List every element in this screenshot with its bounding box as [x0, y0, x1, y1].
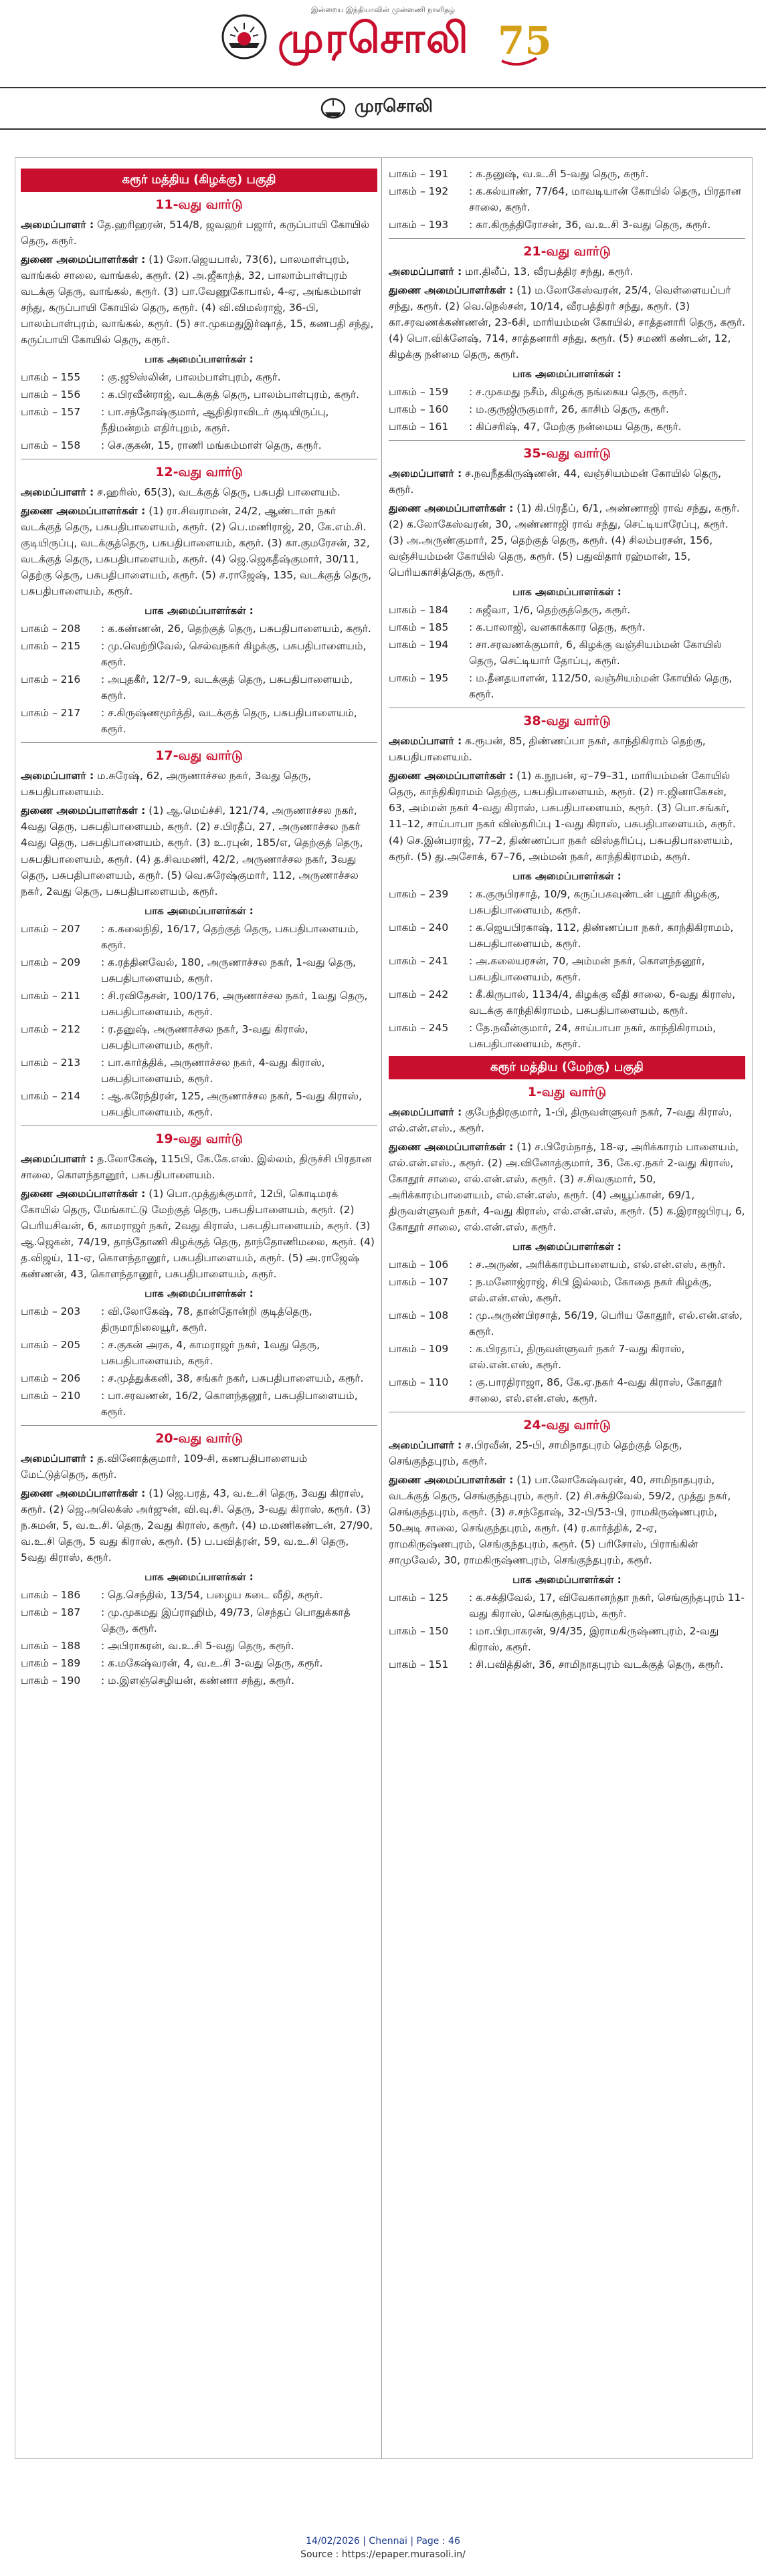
organizer: அமைப்பாளர் : க.ரூபன், 85, திண்ணப்பா நகர், காந்திகிராம் தெற்கு, பசுபதிபாளையம். [389, 735, 706, 764]
ward-title: 1-வது வார்டு [527, 1084, 607, 1099]
booth-row: பாகம் – 210 : பா.சரவணன், 16/2, கொளந்தனூர், பசுபதிபாளையம், கரூர். [21, 1389, 358, 1418]
booth-organizers-heading: பாக அமைப்பாளர்கள் : [512, 869, 621, 882]
booth-row: பாகம் – 107 : ந.மனோஜ்ராஜ், சிபி இல்லம், கோதை நகர் கிழக்கு, எல்.என்.எஸ், கரூர். [389, 1275, 712, 1304]
booth-row: பாகம் – 213 : பா.கார்த்திக், அருணாச்சல நகர், 4-வது கிராஸ், பசுபதிபாளையம், கரூர். [21, 1056, 325, 1085]
booth-row: பாகம் – 205 : ச.குகன் அரசு, 4, காமராஜர் நகர், 1வது தெரு, பசுபதிபாளையம், கரூர். [21, 1338, 320, 1367]
anniversary-75-badge [495, 10, 552, 70]
deputy-organizers: துணை அமைப்பாளர்கள் : (1) பா.லோகேஷ்வரன், 40, சாமிநாதபுரம், வடக்குத் தெரு, செங்குந்தபுரம், கரூர். (2) சி.சக்திவேல், 59/2, முத்து நகர், செங்குந்தபுரம், கரூர். (3) ச.சந்தோஷ், 32-பி/53-பி, ராமகிருஷ்ணபுரம், 50அடி சாலை, செங்குந்தபுரம், கரூர். (4) ர.கார்த்திக், 2-ஏ, ராமகிருஷ்ணபுரம், செங்குந்தபுரம், கரூர். (5) பரிசோஸ், பிராங்கின் சாமுவேல், 30, ராமகிருஷ்ணபுரம், செங்குந்தபுரம், கரூர். [389, 1473, 731, 1567]
deputy-text: (1) பொ.முத்துக்குமார், 12பி, கொடிமரக் கோயில் தெரு, மேங்காட்டு மேற்குத் தெரு, பசுபதிபாளையம், கரூர். (2) பெரியசிவன், 6, காமராஜர் நகர், 2வது கிராஸ், பசுபதிபாளையம், கரூர். (3) ஆ.ஜெகன், 74/19, தாந்தோணி கிழக்குத் தெரு, தாந்தோணிமலை, கரூர். (4) த.விஜய், 11-ஏ, கொளந்தானூர், பசுபதிபாளையம், கரூர். (5) அ.ராஜேஷ் கண்ணன், 43, கொளந்தானூர், பசுபதிபாளையம், கரூர். [21, 1187, 375, 1280]
organizer-text: தே.ஹரிஹரன், 514/8, ஜவஹர் பஜார், கருப்பாயி கோயில் தெரு, கரூர். [21, 219, 370, 247]
booth-row: பாகம் – 195 : ம.தீனதயாளன், 112/50, வஞ்சியம்மன் கோயில் தெரு, கரூர். [389, 672, 733, 701]
organizer [21, 217, 377, 249]
booth-row: பாகம் – 191 : க.தனுஷ், வ.உ.சி 5-வது தெரு, கரூர். [389, 168, 649, 180]
deputy-text: (1) ச.பிரேம்நாத், 18-ஏ, அரிக்காரம் பாளையம், எல்.என்.எஸ்., கரூர். (2) அ.வினோத்குமார், 36, கே.ஏ.நகர் 2-வது கிராஸ், கோதூர் சாலை, எல்.என்.எஸ், கரூர். (3) ச.சிவகுமார், 50, அரிக்காரம்பாளையம், எல்.என்.எஸ், கரூர். (4) அயூப்கான், 69/1, திருவள்ளுவர் நகர், 4-வது கிராஸ், எல்.என்.எஸ், கரூர். (5) க.இராஜபிரபு, 6, கோதூர் சாலை, எல்.என்.எஸ், கரூர். [389, 1140, 745, 1233]
footer-date-line: 14/02/2026 | Chennai | Page : 46 [306, 2536, 460, 2547]
deputy-text: (1) ம.லோகேஸ்வரன், 25/4, வெள்ளையப்பர் சந்து, கரூர். (2) வெ.நெல்சன், 10/14, வீரபத்திரர் சந்து, கரூர். (3) கா.சரவணக்கண்ணன், 23-6சி, மாரியம்மன் கோயில், சாத்தனாரி தெரு, கரூர். (4) பொ.விக்னேஷ், 714, சாத்தனாரி சந்து, கரூர். (5) சமணி கண்டன், 12, கிழக்கு நன்மை தெரு, கரூர். [389, 284, 745, 361]
booth-row: பாகம் – 241 : அ.கலையரசன், 70, அம்மன் நகர், கொளந்தனூர், பசுபதிபாளையம், கரூர். [389, 954, 705, 983]
rising-sun-emblem-icon [221, 13, 268, 60]
booth-organizers-heading: பாக அமைப்பாளர்கள் : [145, 1287, 254, 1299]
booth-row: பாகம் – 242 : கீ.கிருபால், 1134/4, கிழக்கு வீதி சாலை, 6-வது கிராஸ், வடக்கு காந்திகிராமம், பசுபதிபாளையம், கரூர். [389, 988, 736, 1016]
organizer: அமைப்பாளர் : ச.பிரவீன், 25-பி, சாமிநாதபுரம் தெற்குத் தெரு, செங்குந்தபுரம், கரூர். [389, 1438, 682, 1467]
deputy-text: (1) கி.பிரதீப், 6/1, அண்ணாஜி ராவ் சந்து, கரூர். (2) க.லோகேஸ்வரன், 30, அண்ணாஜி ராவ் சந்து, செட்டியாரேப்பு, கரூர். (3) அ.அருண்குமார், 25, தெற்குத் தெரு, கரூர். (4) சிலம்பரசன், 156, வஞ்சியம்மன் கோயில் தெரு, கரூர். (5) பதுவிதார் ரஹ்மான், 15, பெரியகாசித்தெரு, கரூர். [389, 502, 740, 579]
booth-row: பாகம் – 186 : தெ.செந்தில், 13/54, பழைய கடை வீதி, கரூர். [21, 1589, 323, 1602]
separator [389, 238, 745, 239]
booth-organizers-heading: பாக அமைப்பாளர்கள் : [512, 1240, 621, 1253]
organizer: அமைப்பாளர் : ம.சுரேஷ், 62, அருணாச்சல நகர், 3வது தெரு, பசுபதிபாளையம். [21, 770, 312, 798]
ward-title: 20-வது வார்டு [155, 1430, 243, 1446]
separator [21, 1125, 377, 1126]
organizer-text: ச.நவநீதகிருஷ்ணன், 44, வஞ்சியம்மன் கோயில் தெரு, கரூர். [389, 467, 722, 496]
deputy-text: (1) ஜெ.பரத், 43, வ.உ.சி தெரு, 3வது கிராஸ், கரூர். (2) ஜெ.அலெக்ஸ் அர்ஜுன், வி.வு.சி. தெரு, 3-வது கிராஸ், கரூர். (3) ந.சுமன், 5, வ.உ.சி. தெரு, 2வது கிராஸ், கரூர். (4) ம.மணிகண்டன், 27/90, வ.உ.சி தெரு, 5 வது கிராஸ், கரூர். (5) ப.பவித்ரன், 59, வ.உ.சி தெரு, 5வது கிராஸ், கரூர். [21, 1487, 373, 1564]
booth-row: பாகம் – 203 : வி.லோகேஷ், 78, தான்தோன்றி குடித்தெரு, திருமாநிலையூர், கரூர். [21, 1305, 312, 1333]
deputy-text: (1) ரா.சிவராமன், 24/2, ஆண்டாள் நகர் வடக்குத் தெரு, பசுபதிபாளையம், கரூர். (2) பெ.மணிராஜ், 20, கே.எம்.சி. குடியிருப்பு, வடக்குத்தெரு, பசுபதிபாளையம், கரூர். (3) கா.குமரேசன், 32, வடக்குத் தெரு, பசுபதிபாளையம், கரூர். (4) ஜெ.ஜெகதீஷ்குமார், 30/11, தெற்கு தெரு, பசுபதிபாளையம், கரூர். (5) ச.ராஜேஷ், 135, வடக்குத் தெரு, பசுபதிபாளையம், கரூர். [21, 505, 372, 598]
organizer-text: க.ரூபன், 85, திண்ணப்பா நகர், காந்திகிராம் தெற்கு, பசுபதிபாளையம். [389, 735, 706, 764]
booth-row: பாகம் – 157 : பா.சந்தோஷ்குமார், ஆதிதிராவிடர் குடியிருப்பு, நீதிமன்றம் எதிர்புறம், கரூர். [21, 406, 329, 435]
booth-row: பாகம் – 216 : அபுதகீர், 12/7–9, வடக்குத் தெரு, பசுபதிபாளையம், கரூர். [21, 673, 353, 702]
separator [21, 1425, 377, 1426]
organizer-text: த.லோகேஷ், 115பி, கே.கே.எஸ். இல்லம், திருச்சி பிரதான சாலை, கொளந்தானூர், பசுபதிபாளையம். [21, 1152, 372, 1181]
booth-row: பாகம் – 193 : கா.கிருத்திரோசன், 36, வ.உ.சி 3-வது தெரு, கரூர். [389, 219, 711, 231]
ward-title: 24-வது வார்டு [523, 1417, 611, 1432]
booth-row: பாகம் – 208 : க.கண்ணன், 26, தெற்குத் தெரு, பசுபதிபாளையம், கரூர். [21, 623, 371, 635]
booth-row: பாகம் – 240 : க.ஜெயபிரகாஷ், 112, திண்ணப்பா நகர், காந்திகிராமம், பசுபதிபாளையம், கரூர். [389, 921, 734, 950]
booth-organizers-heading: பாக அமைப்பாளர்கள் : [145, 1571, 254, 1584]
ward-title: 21-வது வார்டு [523, 244, 611, 259]
deputy-text: (1) பா.லோகேஷ்வரன், 40, சாமிநாதபுரம், வடக்குத் தெரு, செங்குந்தபுரம், கரூர். (2) சி.சக்திவேல், 59/2, முத்து நகர், செங்குந்தபுரம், கரூர். (3) ச.சந்தோஷ், 32-பி/53-பி, ராமகிருஷ்ணபுரம், 50அடி சாலை, செங்குந்தபுரம், கரூர். (4) ர.கார்த்திக், 2-ஏ, ராமகிருஷ்ணபுரம், செங்குந்தபுரம், கரூர். (5) பரிசோஸ், பிராங்கின் சாமுவேல், 30, ராமகிருஷ்ணபுரம், செங்குந்தபுரம், கரூர். [389, 1473, 731, 1567]
organizer: அமைப்பாளர் : ச.ஹரிஸ், 65(3), வடக்குத் தெரு, பசுபதி பாளையம். [21, 486, 341, 499]
column-divider [381, 158, 382, 2458]
separator [389, 440, 745, 441]
organizer-text: ச.பிரவீன், 25-பி, சாமிநாதபுரம் தெற்குத் தெரு, செங்குந்தபுரம், கரூர். [389, 1438, 682, 1467]
anniversary-number: 75 [498, 18, 552, 64]
organizer-label: அமைப்பாளர் : [21, 219, 94, 231]
booth-row: பாகம் – 106 : ச.அருண், அரிக்காரம்பாளையம், எல்.என்.எஸ், கரூர். [389, 1258, 726, 1271]
deputy-organizers: துணை அமைப்பாளர்கள் : (1) க.நூபன், ஏ–79–31, மாரியம்மன் கோயில் தெரு, காந்திகிராமம் தெற்கு, பசுபதிபாளையம், கரூர். (2) ஈ.ஜினாகேசன், 63, அம்மன் நகர் 4-வது கிராஸ், பசுபதிபாளையம், கரூர். (3) பொ.சங்கர், 11–12, சாய்பாபா நகர் விஸ்தரிப்பு 1-வது கிராஸ், பசுபதிபாளையம், கரூர். (4) செ.இன்பராஜ், 77–2, திண்ணப்பா நகர் விஸ்தரிப்பு, பசுபதிபாளையம், கரூர். (5) து.அசோக், 67–76, அம்மன் நகர், காந்திகிராமம், கரூர். [389, 770, 736, 863]
drum-icon [320, 96, 347, 120]
deputy-organizers: துணை அமைப்பாளர்கள் : (1) கி.பிரதீப், 6/1, அண்ணாஜி ராவ் சந்து, கரூர். (2) க.லோகேஸ்வரன், 30, அண்ணாஜி ராவ் சந்து, செட்டியாரேப்பு, கரூர். (3) அ.அருண்குமார், 25, தெற்குத் தெரு, கரூர். (4) சிலம்பரசன், 156, வஞ்சியம்மன் கோயில் தெரு, கரூர். (5) பதுவிதார் ரஹ்மான், 15, பெரியகாசித்தெரு, கரூர். [389, 502, 740, 579]
separator [21, 742, 377, 743]
deputy-organizers [21, 251, 377, 348]
booth-row: பாகம் – 161 : கிப்சரிஷ், 47, மேற்கு நன்மைய தெரு, கரூர். [389, 421, 682, 433]
booth-row: பாகம் – 184 : சுஜீவா, 1/6, தெற்குத்தெரு, கரூர். [389, 604, 631, 617]
deputy-label: துணை அமைப்பாளர்கள் : [21, 253, 146, 266]
booth-row: பாகம் – 217 : ச.கிருஷ்ணமூர்த்தி, வடக்குத் தெரு, பசுபதிபாளையம், கரூர். [21, 707, 357, 736]
deputy-text: (1) லோ.ஜெயபால், 73(6), பாலமாள்புரம், வாங்கல் சாலை, வாங்கல், கரூர். (2) அ.ஜீகாந்த், 32, பாலாம்பாள்புரம் வடக்கு தெரு, வாங்கல், கரூர். (3) பா.வேணுகோபால், 4-ஏ, அங்கம்மாள் சந்து, கருப்பாயி கோயில் தெரு, கரூர். (4) வி.விமல்ராஜ், 36-பி, பாலம்பாள்புரம், வாங்கல், கரூர். (5) சா.முகமதுஇர்ஷாத், 15, கணபதி சந்து, கருப்பாயி கோயில் தெரு, கரூர். [21, 253, 374, 346]
booth-row: பாகம் – 109 : க.பிரதாப், திருவள்ளுவர் நகர் 7-வது கிராஸ், எல்.என்.எஸ், கரூர். [389, 1342, 685, 1371]
booth-row: பாகம் – 189 : க.மகேஷ்வரன், 4, வ.உ.சி 3-வது தெரு, கரூர். [21, 1657, 323, 1670]
booth-row: பாகம் – 209 : க.ரத்தினவேல், 180, அருணாச்சல நகர், 1-வது தெரு, பசுபதிபாளையம், கரூர். [21, 956, 357, 984]
deputy-organizers: துணை அமைப்பாளர்கள் : (1) ச.பிரேம்நாத், 18-ஏ, அரிக்காரம் பாளையம், எல்.என்.எஸ்., கரூர். (2) அ.வினோத்குமார், 36, கே.ஏ.நகர் 2-வது கிராஸ், கோதூர் சாலை, எல்.என்.எஸ், கரூர். (3) ச.சிவகுமார், 50, அரிக்காரம்பாளையம், எல்.என்.எஸ், கரூர். (4) அயூப்கான், 69/1, திருவள்ளுவர் நகர், 4-வது கிராஸ், எல்.என்.எஸ், கரூர். (5) க.இராஜபிரபு, 6, கோதூர் சாலை, எல்.என்.எஸ், கரூர். [389, 1140, 745, 1233]
booth-row: பாகம் – 158 : செ.குகன், 15, ராணி மங்கம்மாள் தெரு, கரூர். [21, 439, 322, 452]
booth-organizers-heading: பாக அமைப்பாளர்கள் : [512, 368, 621, 381]
ward-title: 19-வது வார்டு [155, 1131, 243, 1146]
booth-organizers-heading: பாக அமைப்பாளர்கள் : [512, 586, 621, 599]
right-column [389, 165, 745, 1674]
organizer: அமைப்பாளர் : த.வினோத்குமார், 109-சி, கணபதிபாளையம் மேட்டுத்தெரு, கரூர். [21, 1452, 308, 1481]
booth-organizers-heading: பாக அமைப்பாளர்கள் : [145, 605, 254, 617]
organizer: அமைப்பாளர் : மா.திலீப், 13, வீரபத்திர சந்து, கரூர். [389, 265, 634, 278]
sub-header-title: முரசொலி [355, 96, 433, 116]
booth-row: பாகம் – 190 : ம.இளஞ்செழியன், கண்ணா சந்து, கரூர். [21, 1675, 295, 1687]
organizer: அமைப்பாளர் : ச.நவநீதகிருஷ்ணன், 44, வஞ்சியம்மன் கோயில் தெரு, கரூர். [389, 467, 722, 496]
ward-title: 17-வது வார்டு [155, 748, 243, 764]
booth-row: பாகம் – 212 : ர.தனுஷ், அருணாச்சல நகர், 3-வது கிராஸ், பசுபதிபாளையம், கரூர். [21, 1023, 308, 1051]
section-heading: கரூர் மத்திய (மேற்கு) பகுதி [389, 1056, 745, 1079]
ward-title: 35-வது வார்டு [523, 446, 611, 461]
ward-title: 11-வது வார்டு [155, 197, 243, 212]
booth-row: பாகம் – 108 : மு.அருண்பிரசாத், 56/19, பெரிய கோதூர், எல்.என்.எஸ், கரூர். [389, 1309, 743, 1337]
booth-row: பாகம் – 245 : தே.நவீன்குமார், 24, சாய்பாபா நகர், காந்திகிராமம், பசுபதிபாளையம், கரூர். [389, 1021, 716, 1050]
booth-row: பாகம் – 125 : க.சக்திவேல், 17, விவேகானந்தா நகர், செங்குந்தபுரம் 11-வது கிராஸ், செங்குந்தபுரம், கரூர். [389, 1592, 745, 1620]
left-column [21, 165, 377, 1690]
booth-row: பாகம் – 214 : ஆ.சுரேந்திரன், 125, அருணாச்சல நகர், 5-வது கிராஸ், பசுபதிபாளையம், கரூர். [21, 1089, 362, 1118]
deputy-organizers: துணை அமைப்பாளர்கள் : (1) ம.லோகேஸ்வரன், 25/4, வெள்ளையப்பர் சந்து, கரூர். (2) வெ.நெல்சன், 10/14, வீரபத்திரர் சந்து, கரூர். (3) கா.சரவணக்கண்ணன், 23-6சி, மாரியம்மன் கோயில், சாத்தனாரி தெரு, கரூர். (4) பொ.விக்னேஷ், 714, சாத்தனாரி சந்து, கரூர். (5) சமணி கண்டன், 12, கிழக்கு நன்மை தெரு, கரூர். [389, 284, 745, 361]
logo-title: முரசொலி [278, 13, 470, 62]
booth-organizers-heading: பாக அமைப்பாளர்கள் : [145, 904, 254, 917]
organizer-text: ச.ஹரிஸ், 65(3), வடக்குத் தெரு, பசுபதி பாளையம். [97, 486, 341, 499]
organizer: அமைப்பாளர் : த.லோகேஷ், 115பி, கே.கே.எஸ். இல்லம், திருச்சி பிரதான சாலை, கொளந்தானூர், பசுபதிபாளையம். [21, 1152, 372, 1181]
booth-row: பாகம் – 192 : க.கல்யாண், 77/64, மாவடியான் கோயில் தெரு, பிரதான சாலை, கரூர். [389, 185, 741, 214]
booth-row: பாகம் – 159 : ச.முகமது நசீம், கிழக்கு நங்கைய தெரு, கரூர். [389, 386, 688, 399]
article-content [15, 157, 753, 2459]
section-heading: கரூர் மத்திய (கிழக்கு) பகுதி [21, 169, 377, 192]
booth-row: பாகம் – 110 : கு.பாரதிராஜா, 86, கே.ஏ.நகர் 4-வது கிராஸ், கோதூர் சாலை, எல்.என்.எஸ், கரூர். [389, 1376, 723, 1404]
booth-row: பாகம் – 211 : சி.ரவிதேசன், 100/176, அருணாச்சல நகர், 1வது தெரு, பசுபதிபாளையம், கரூர். [21, 989, 368, 1018]
booth-row: பாகம் – 187 : மு.முகமது இப்ராஹிம், 49/73, செந்தப் பொதுக்காத் தெரு, கரூர். [21, 1606, 351, 1635]
booth-row: பாகம் – 215 : மு.வெற்றிவேல், செல்வநகர் கிழக்கு, பசுபதிபாளையம், கரூர். [21, 640, 367, 669]
deputy-text: (1) க.நூபன், ஏ–79–31, மாரியம்மன் கோயில் தெரு, காந்திகிராமம் தெற்கு, பசுபதிபாளையம், கரூர். (2) ஈ.ஜினாகேசன், 63, அம்மன் நகர் 4-வது கிராஸ், பசுபதிபாளையம், கரூர். (3) பொ.சங்கர், 11–12, சாய்பாபா நகர் விஸ்தரிப்பு 1-வது கிராஸ், பசுபதிபாளையம், கரூர். (4) செ.இன்பராஜ், 77–2, திண்ணப்பா நகர் விஸ்தரிப்பு, பசுபதிபாளையம், கரூர். (5) து.அசோக், 67–76, அம்மன் நகர், காந்திகிராமம், கரூர். [389, 770, 736, 863]
deputy-text: (1) ஆ.மெய்ச்சி, 121/74, அருணாச்சல நகர், 4வது தெரு, பசுபதிபாளையம், கரூர். (2) ச.பிரதீப், 27, அருணாச்சல நகர் 4வது தெரு, பசுபதிபாளையம், கரூர். (3) உ.ரபுன், 185/எ, தெற்குத் தெரு, பசுபதிபாளையம், கரூர். (4) த.சிவமணி, 42/2, அருணாச்சல நகர், 3வது தெரு, பசுபதிபாளையம், கரூர். (5) வெ.சுரேஷ்குமார், 112, அருணாச்சல நகர், 2வது தெரு, பசுபதிபாளையம், கரூர். [21, 804, 363, 897]
deputy-organizers: துணை அமைப்பாளர்கள் : (1) ரா.சிவராமன், 24/2, ஆண்டாள் நகர் வடக்குத் தெரு, பசுபதிபாளையம், கரூர். (2) பெ.மணிராஜ், 20, கே.எம்.சி. குடியிருப்பு, வடக்குத்தெரு, பசுபதிபாளையம், கரூர். (3) கா.குமரேசன், 32, வடக்குத் தெரு, பசுபதிபாளையம், கரூர். (4) ஜெ.ஜெகதீஷ்குமார், 30/11, தெற்கு தெரு, பசுபதிபாளையம், கரூர். (5) ச.ராஜேஷ், 135, வடக்குத் தெரு, பசுபதிபாளையம், கரூர். [21, 505, 372, 598]
booth-row: பாகம் – 188 : அபிராகரன், வ.உ.சி 5-வது தெரு, கரூர். [21, 1640, 294, 1652]
booth-row: பாகம் – 207 : க.கலைநிதி, 16/17, தெற்குத் தெரு, பசுபதிபாளையம், கரூர். [21, 922, 359, 951]
booth-row: பாகம் – 151 : சி.பவித்தின், 36, சாமிநாதபுரம் வடக்குத் தெரு, கரூர். [389, 1658, 724, 1671]
booth-organizers-heading: பாக அமைப்பாளர்கள் : [512, 1574, 621, 1586]
booth-row: பாகம் – 150 : மா.பிரபாகரன், 9/4/35, இராமகிருஷ்ணபுரம், 2-வது கிராஸ், கரூர். [389, 1625, 719, 1654]
booth-row: பாகம் – 206 : ச.முத்துக்கனி, 38, சங்கர் நகர், பசுபதிபாளையம், கரூர். [21, 1372, 364, 1384]
booth-row: பாகம் – 185 : க.பாலாஜி, வனகாக்கார தெரு, கரூர். [389, 621, 646, 634]
masthead [0, 0, 766, 87]
booth-row: பாகம் – 239 : க.குருபிரசாத், 10/9, கருப்பகவுண்டன் புதூர் கிழக்கு, பசுபதிபாளையம், கரூர். [389, 887, 721, 916]
booth-row: பாகம் – 160 : ம.குருஜிருகுமார், 26, காசிம் தெரு, கரூர். [389, 403, 669, 416]
booth-row: பாகம் – 156 : க.பிரவீன்ராஜ், வடக்குத் தெரு, பாலம்பாள்புரம், கரூர். [21, 389, 359, 401]
organizer-text: ம.சுரேஷ், 62, அருணாச்சல நகர், 3வது தெரு, பசுபதிபாளையம். [21, 770, 312, 798]
organizer-text: குபேந்திரகுமார், 1-பி, திருவள்ளுவர் நகர், 7-வது கிராஸ், எல்.என்.எஸ்., கரூர். [389, 1105, 733, 1134]
deputy-organizers: துணை அமைப்பாளர்கள் : (1) ஜெ.பரத், 43, வ.உ.சி தெரு, 3வது கிராஸ், கரூர். (2) ஜெ.அலெக்ஸ் அர்ஜுன், வி.வு.சி. தெரு, 3-வது கிராஸ், கரூர். (3) ந.சுமன், 5, வ.உ.சி. தெரு, 2வது கிராஸ், கரூர். (4) ம.மணிகண்டன், 27/90, வ.உ.சி தெரு, 5 வது கிராஸ், கரூர். (5) ப.பவித்ரன், 59, வ.உ.சி தெரு, 5வது கிராஸ், கரூர். [21, 1487, 373, 1564]
tagline: இன்றைய இந்தியாவின் முன்னணி நாளிதழ் [310, 5, 456, 14]
deputy-organizers: துணை அமைப்பாளர்கள் : (1) ஆ.மெய்ச்சி, 121/74, அருணாச்சல நகர், 4வது தெரு, பசுபதிபாளையம், கரூர். (2) ச.பிரதீப், 27, அருணாச்சல நகர் 4வது தெரு, பசுபதிபாளையம், கரூர். (3) உ.ரபுன், 185/எ, தெற்குத் தெரு, பசுபதிபாளையம், கரூர். (4) த.சிவமணி, 42/2, அருணாச்சல நகர், 3வது தெரு, பசுபதிபாளையம், கரூர். (5) வெ.சுரேஷ்குமார், 112, அருணாச்சல நகர், 2வது தெரு, பசுபதிபாளையம், கரூர். [21, 804, 363, 897]
footer-source-link[interactable]: Source : https://epaper.murasoli.in/ [300, 2549, 466, 2560]
sub-header-bar [0, 87, 766, 130]
booth-organizers-heading: பாக அமைப்பாளர்கள் : [145, 353, 254, 366]
deputy-organizers: துணை அமைப்பாளர்கள் : (1) பொ.முத்துக்குமார், 12பி, கொடிமரக் கோயில் தெரு, மேங்காட்டு மேற்குத் தெரு, பசுபதிபாளையம், கரூர். (2) பெரியசிவன், 6, காமராஜர் நகர், 2வது கிராஸ், பசுபதிபாளையம், கரூர். (3) ஆ.ஜெகன், 74/19, தாந்தோணி கிழக்குத் தெரு, தாந்தோணிமலை, கரூர். (4) த.விஜய், 11-ஏ, கொளந்தானூர், பசுபதிபாளையம், கரூர். (5) அ.ராஜேஷ் கண்ணன், 43, கொளந்தானூர், பசுபதிபாளையம், கரூர். [21, 1187, 375, 1280]
organizer: அமைப்பாளர் : குபேந்திரகுமார், 1-பி, திருவள்ளுவர் நகர், 7-வது கிராஸ், எல்.என்.எஸ்., கரூர். [389, 1105, 733, 1134]
ward-title: 38-வது வார்டு [523, 714, 611, 729]
ward-title: 12-வது வார்டு [155, 465, 243, 480]
organizer-text: மா.திலீப், 13, வீரபத்திர சந்து, கரூர். [465, 265, 634, 278]
booth-row: பாகம் – 155 : கு.ஜூஸ்லின், பாலம்பாள்புரம், கரூர். [21, 371, 281, 384]
organizer-text: த.வினோத்குமார், 109-சி, கணபதிபாளையம் மேட்டுத்தெரு, கரூர். [21, 1452, 308, 1481]
logo[interactable] [221, 13, 552, 74]
page-footer [0, 2535, 766, 2561]
booth-row: பாகம் – 194 : சா.சரவணக்குமார், 6, கிழக்கு வஞ்சியம்மன் கோயில் தெரு, செட்டியார் தோப்பு, கரூர். [389, 639, 723, 667]
